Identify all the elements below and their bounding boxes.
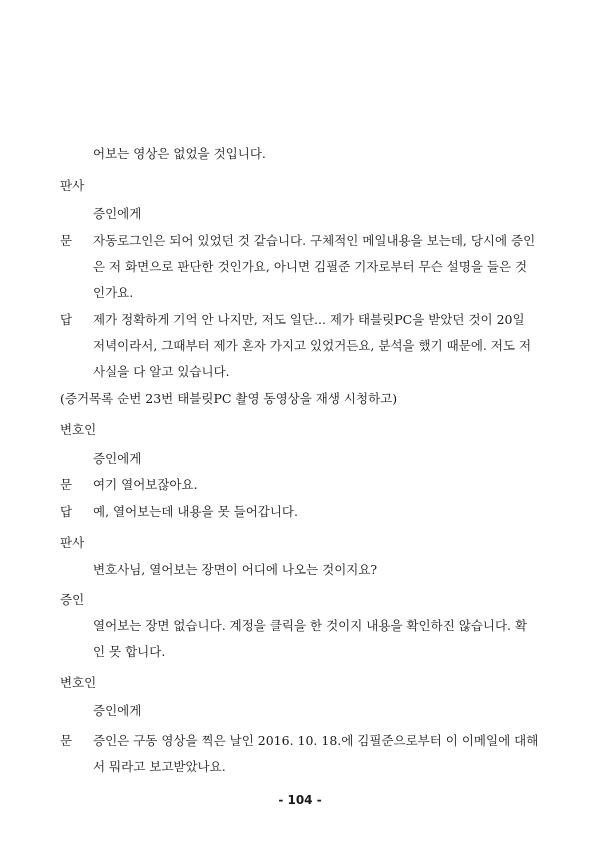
speaker-witness: 증인 [60,592,85,607]
question-line: 서 뭐라고 보고받았나요. [93,759,226,774]
speaker-defense-counsel: 변호인 [60,675,97,690]
addressee-witness: 증인에게 [93,451,142,466]
addressee-witness: 증인에게 [93,703,142,718]
question-line: 자동로그인은 되어 있었던 것 같습니다. 구체적인 메일내용을 보는데, 당시에 증인 [93,233,536,248]
question-line: 은 저 화면으로 판단한 것인가요, 아니면 김필준 기자로부터 무슨 설명을 들은 것 [93,259,528,274]
answer-marker: 답 [60,312,73,327]
question-line: 증인은 구동 영상을 찍은 날인 2016. 10. 18.에 김필준으로부터 이 이메일에 대해 [93,733,539,748]
question-line: 인가요. [93,285,134,300]
question-line: 여기 열어보잖아요. [93,477,198,492]
witness-answer-line: 인 못 합니다. [93,644,166,659]
addressee-witness: 증인에게 [93,206,142,221]
answer-marker: 답 [60,504,73,519]
judge-question-line: 변호사님, 열어보는 장면이 어디에 나오는 것이지요? [93,562,378,577]
answer-line: 제가 정확하게 기억 안 나지만, 저도 일단... 제가 태블릿PC을 받았던 것이 20일 [93,312,525,327]
question-marker: 문 [60,733,73,748]
page-number: - 104 - [278,793,322,807]
answer-line: 사실을 다 알고 있습니다. [93,364,230,379]
answer-line: 예, 열어보는데 내용을 못 들어갑니다. [93,504,298,519]
answer-continuation: 어보는 영상은 없었을 것입니다. [93,146,266,161]
witness-answer-line: 열어보는 장면 없습니다. 계정을 클릭을 한 것이지 내용을 확인하진 않습니다. 확 [93,618,528,633]
speaker-judge: 판사 [60,535,85,550]
speaker-judge: 판사 [60,178,85,193]
question-marker: 문 [60,477,73,492]
speaker-defense-counsel: 변호인 [60,422,97,437]
answer-line: 저녁이라서, 그때부터 제가 혼자 가지고 있었거든요, 분석을 했기 때문에. 저도 저 [93,338,532,353]
procedural-note: (증거목록 순번 23번 태블릿PC 촬영 동영상을 재생 시청하고) [60,391,398,406]
question-marker: 문 [60,233,73,248]
